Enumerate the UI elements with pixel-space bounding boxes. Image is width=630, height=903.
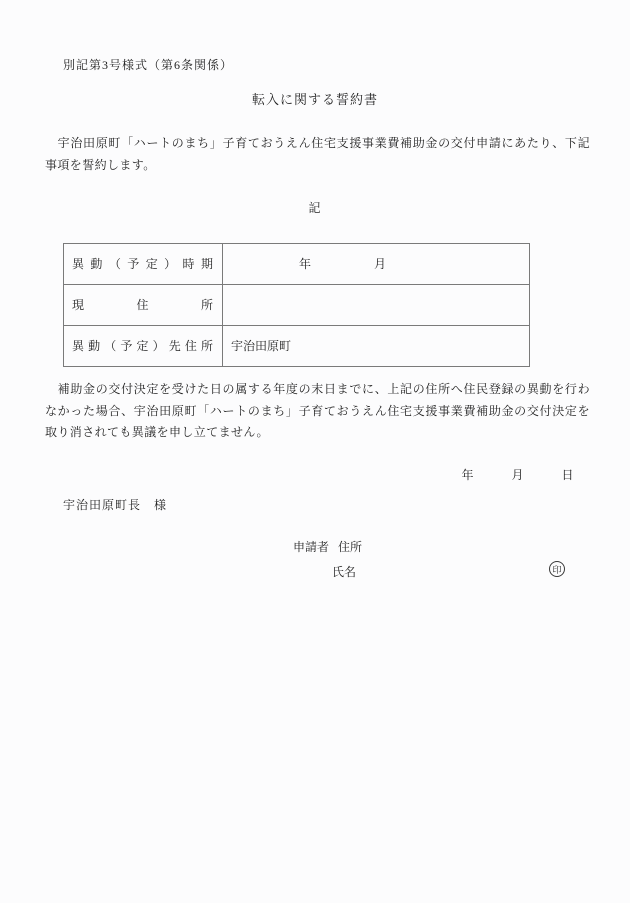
seal-mark-icon: 印 [549,561,565,577]
page-title: 転入に関する誓約書 [251,92,378,107]
year-label: 年 [299,257,312,271]
table-row-current-address [64,284,529,325]
row-value-destination-address: 宇治田原町 [231,339,292,353]
row-value-current-address [223,285,529,325]
row-label-destination-address: 異動（予定）先住所 [64,326,223,366]
pledge-paragraph: 補助金の交付決定を受けた日の属する年度の末日までに、上記の住所へ住民登録の異動を行わなかった場合、宇治田原町「ハートのまち」子育ておうえん住宅支援事業費補助金の交付決定を取り消されても異議を申し立てません。 [45,382,590,439]
intro-paragraph: 宇治田原町「ハートのまち」子育ておうえん住宅支援事業費補助金の交付申請にあたり、下記事項を誓約します。 [45,136,590,172]
address-label: 住所 [338,540,363,554]
addressee: 宇治田原町長 様 [63,498,168,512]
date-line: 年 月 日 [461,468,574,482]
record-marker: 記 [308,201,322,215]
row-label-current-address: 現住所 [64,285,223,325]
month-label: 月 [374,257,387,271]
table-row-destination-address [64,325,529,366]
pledge-table [63,243,530,367]
row-label-move-period: 異動（予定）時期 [64,244,223,284]
form-number: 別記第3号様式（第6条関係） [63,58,234,72]
table-row-move-period [64,244,529,284]
applicant-label: 申請者 [293,540,330,554]
row-value-move-period [223,244,529,284]
name-label: 氏名 [332,565,357,579]
applicant-line [293,538,362,555]
